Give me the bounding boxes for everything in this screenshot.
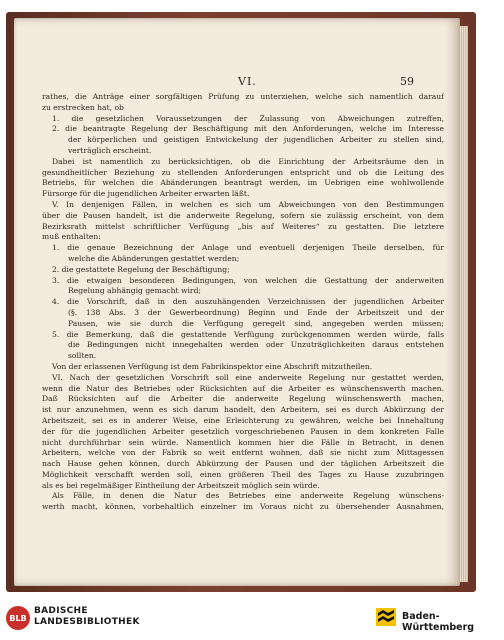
text-line: die Bedingungen nicht innegehalten werden oder Unzuträglichkeiten daraus entstehen [68, 340, 444, 350]
text-line: Arbeitszeit, sei es in anderer Weise, eine Erleichterung zu gewähren, welche bei Innehaltung [42, 415, 444, 425]
text-line: rathes, die Anträge einer sorgfältigen Prüfung zu unterziehen, welche sich namentlich darauf [42, 92, 444, 101]
text-line: Pausen, wie sie durch die Verfügung geregelt sind, angegeben werden müssen; [68, 318, 444, 328]
text-line: Daß Rücksichten auf die Arbeiter die anderweite Regelung wünschenswerth machen, [42, 394, 444, 404]
text-line: der körperlichen und geistigen Entwickelung der jugendlichen Arbeiter zu stellen sind, [68, 135, 444, 145]
text-line: sollten. [68, 351, 97, 361]
text-line: 5. die Bemerkung, daß die gestattende Verfügung zurückgenommen werden würde, falls [52, 329, 444, 339]
text-line: als es bei regelmäßiger Eintheilung der Arbeitszeit möglich sein würde. [42, 480, 320, 490]
text-line: gesundheitlicher Beziehung zu stellenden Anforderungen entspricht und ob die Leitung des [42, 167, 444, 177]
blb-logo-icon: BLB [6, 606, 30, 630]
text-line: Betriebs, für welchen die Abänderungen beantragt werden, im Uebrigen eine wohlwollende [42, 178, 444, 188]
text-line: V. In denjenigen Fällen, in welchen es sich um Abweichungen von den Bestimmungen [52, 199, 444, 209]
text-line: Bezirksrath mittelst schriftlicher Verfügung „bis auf Weiteres“ zu gestatten. Die letztere [42, 221, 444, 231]
library-name [34, 606, 140, 628]
page-edge [460, 26, 468, 582]
text-line: wenn die Natur des Betriebes oder Rücksichten auf die Arbeiter es wünschenswerth machen. [42, 383, 444, 393]
section-number: VI. [238, 75, 257, 88]
book-page [14, 18, 460, 586]
library-name-line2: LANDESBIBLIOTHEK [34, 617, 140, 627]
text-line: Von der erlassenen Verfügung ist dem Fabrikinspektor eine Abschrift mitzutheilen. [52, 361, 373, 371]
text-line: der für die jugendlichen Arbeiter gesetzlich vorgeschriebenen Pausen in dem konkreten Falle [42, 426, 444, 436]
footer-logos [0, 598, 504, 640]
text-line: zu erstrecken hat, ob [42, 102, 124, 112]
text-line: Fürsorge für die jugendlichen Arbeiter erwarten läßt. [42, 189, 250, 199]
text-line: 4. die Vorschrift, daß in den auszuhängenden Verzeichnissen der jugendlichen Arbeiter [52, 297, 444, 307]
text-line: nicht durchführbar sein würde. Namentlich kommen hier die Fälle in Betracht, in denen [42, 437, 444, 447]
text-line: ist nur anzunehmen, wenn es sich darum handelt, den Arbeitern, sei es durch Abkürzung der [42, 405, 444, 415]
text-line: Dabei ist namentlich zu berücksichtigen, ob die Einrichtung der Arbeitsräume den in [52, 156, 444, 166]
text-line: Arbeitern, welche von der Fabrik so weit entfernt wohnen, daß sie nicht zum Mittagessen [42, 448, 444, 458]
text-line: werth macht, können, vorbehaltlich einzelner im Voraus nicht zu übersehender Ausnahmen, [42, 502, 444, 512]
state-name: Baden-Württemberg [402, 611, 475, 633]
text-line: 1. die gesetzlichen Voraussetzungen der Zulassung von Abweichungen zutreffen, [52, 113, 444, 123]
baden-wuerttemberg-crest-icon [375, 607, 397, 627]
text-line: 2. die gestattete Regelung der Beschäftigung; [52, 264, 230, 274]
text-line: über die Pausen handelt, ist die anderweite Regelung, sofern sie zulässig erscheint, von dem [42, 210, 444, 220]
library-name-line1: BADISCHE [34, 606, 88, 616]
text-line: 1. die genaue Bezeichnung der Anlage und eventuell derjenigen Theile derselben, für [52, 243, 444, 253]
text-line: Möglichkeit verschafft werden soll, einen größeren Theil des Tages zu Hause zuzubringen [42, 469, 444, 479]
page-number: 59 [400, 75, 414, 88]
text-line: VI. Nach der gesetzlichen Vorschrift soll eine anderweite Regelung nur gestattet werden, [52, 372, 444, 382]
text-line: verträglich erscheint. [68, 145, 152, 155]
text-line: nach Hause gehen können, durch Abkürzung der Pausen und der täglichen Arbeitszeit die [42, 459, 444, 469]
text-line: 3. die etwaigen besonderen Bedingungen, von welchen die Gestattung der anderweiten [52, 275, 444, 285]
text-line: Als Fälle, in denen die Natur des Betriebes eine anderweite Regelung wünschens- [52, 491, 444, 501]
text-line: (§. 138 Abs. 3 der Gewerbeordnung) Beginn und Ende der Arbeitszeit und der [68, 307, 444, 317]
text-line: muß enthalten: [42, 232, 101, 242]
text-line: 2. die beantragte Regelung der Beschäftigung mit den Anforderungen, welche im Interesse [52, 124, 444, 134]
page-body [42, 92, 444, 513]
text-line: welche die Abänderungen gestattet werden; [68, 253, 240, 263]
text-line: Regelung abhängig gemacht wird; [68, 286, 201, 296]
